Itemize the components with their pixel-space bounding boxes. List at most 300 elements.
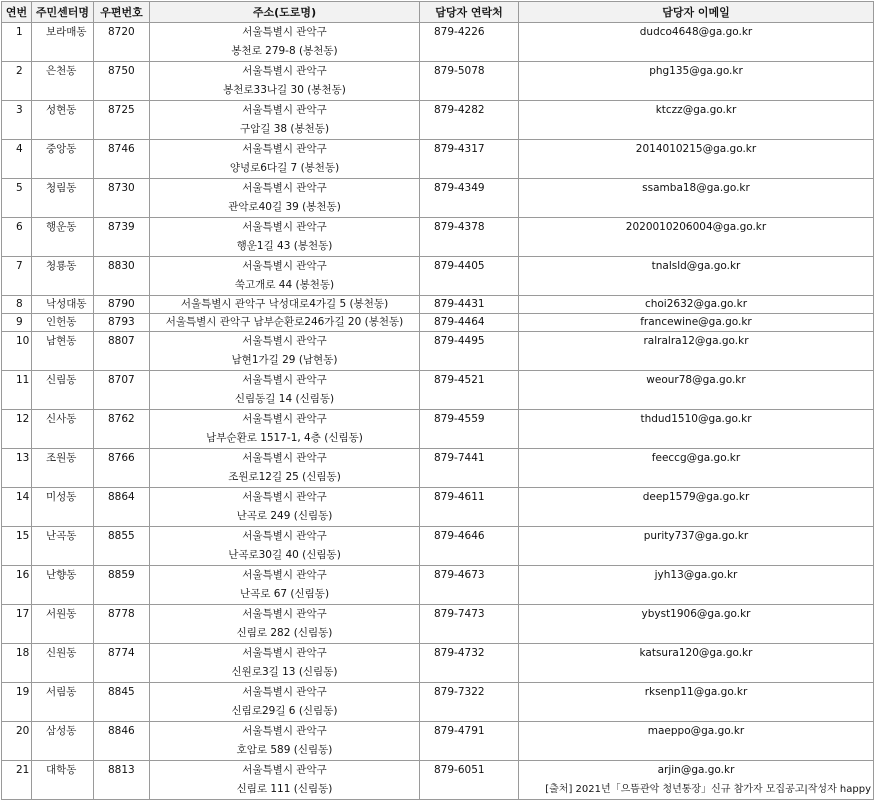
address-line-1: 서울특별시 관악구 xyxy=(242,608,327,620)
contact-phone xyxy=(420,761,519,800)
contact-email-text: phg135@ga.go.kr xyxy=(649,65,743,77)
contact-phone-text: 879-4495 xyxy=(434,335,485,347)
zip-code-text: 8730 xyxy=(108,182,135,194)
zip-code-text: 8807 xyxy=(108,335,135,347)
address-line-1: 서울특별시 관악구 xyxy=(242,65,327,77)
address-line-2: 난곡로30길 40 (신림동) xyxy=(228,549,341,561)
zip-code-text: 8830 xyxy=(108,260,135,272)
contact-email-text: choi2632@ga.go.kr xyxy=(644,298,748,310)
table-row xyxy=(2,332,874,371)
zip-code xyxy=(94,101,150,140)
contact-email xyxy=(519,218,874,257)
contact-phone xyxy=(420,488,519,527)
center-name xyxy=(32,257,94,296)
zip-code xyxy=(94,62,150,101)
contact-email-text: rksenp11@ga.go.kr xyxy=(644,686,748,698)
zip-code-text: 8774 xyxy=(108,647,135,659)
row-number xyxy=(2,761,32,800)
contact-email-text: dudco4648@ga.go.kr xyxy=(639,26,753,38)
table-row xyxy=(2,644,874,683)
zip-code xyxy=(94,761,150,800)
center-name xyxy=(32,722,94,761)
contact-phone xyxy=(420,101,519,140)
address-cell xyxy=(150,296,420,314)
table-row xyxy=(2,488,874,527)
center-name-text: 조원동 xyxy=(46,452,77,464)
header-address: 주소(도로명) xyxy=(150,2,420,23)
row-number-text: 11 xyxy=(16,374,30,386)
header-phone: 담당자 연락처 xyxy=(420,2,519,23)
contact-phone-text: 879-7473 xyxy=(434,608,485,620)
address-cell xyxy=(150,761,420,800)
contact-phone-text: 879-4282 xyxy=(434,104,485,116)
contact-email xyxy=(519,314,874,332)
row-number xyxy=(2,371,32,410)
contact-phone xyxy=(420,605,519,644)
address-cell xyxy=(150,332,420,371)
center-name-text: 행운동 xyxy=(46,221,77,233)
address-cell xyxy=(150,566,420,605)
zip-code xyxy=(94,527,150,566)
contact-phone-text: 879-4611 xyxy=(434,491,485,503)
address-cell xyxy=(150,449,420,488)
row-number-text: 8 xyxy=(16,298,23,310)
address-line-1: 서울특별시 관악구 xyxy=(242,260,327,272)
zip-code xyxy=(94,332,150,371)
address-line-2: 행운1길 43 (봉천동) xyxy=(236,240,333,252)
contact-phone xyxy=(420,566,519,605)
contact-email-text: ybyst1906@ga.go.kr xyxy=(641,608,751,620)
table-row xyxy=(2,371,874,410)
address-line-1: 서울특별시 관악구 남부순환로246가길 20 (봉천동) xyxy=(165,316,404,328)
center-name-text: 난곡동 xyxy=(46,530,77,542)
address-cell xyxy=(150,314,420,332)
center-name xyxy=(32,410,94,449)
contact-email-text: thdud1510@ga.go.kr xyxy=(640,413,752,425)
row-number xyxy=(2,527,32,566)
row-number-text: 10 xyxy=(16,335,30,347)
address-cell xyxy=(150,410,420,449)
contact-email xyxy=(519,527,874,566)
contact-email-text: francewine@ga.go.kr xyxy=(640,316,752,328)
address-line-2: 봉천로33나길 30 (봉천동) xyxy=(223,84,346,96)
row-number-text: 13 xyxy=(16,452,30,464)
contact-phone-text: 879-6051 xyxy=(434,764,485,776)
row-number-text: 3 xyxy=(16,104,23,116)
contact-email xyxy=(519,23,874,62)
zip-code xyxy=(94,257,150,296)
row-number-text: 15 xyxy=(16,530,30,542)
table-row xyxy=(2,410,874,449)
zip-code-text: 8790 xyxy=(108,298,135,310)
center-name xyxy=(32,296,94,314)
address-line-1: 서울특별시 관악구 xyxy=(242,491,327,503)
table-row xyxy=(2,566,874,605)
zip-code xyxy=(94,218,150,257)
row-number-text: 2 xyxy=(16,65,23,77)
center-name-text: 인헌동 xyxy=(46,316,77,328)
contact-email-text: 2014010215@ga.go.kr xyxy=(635,143,757,155)
table-row xyxy=(2,179,874,218)
zip-code xyxy=(94,644,150,683)
center-name-text: 청룡동 xyxy=(46,260,77,272)
contact-phone xyxy=(420,218,519,257)
center-name xyxy=(32,761,94,800)
center-name-text: 청림동 xyxy=(46,182,77,194)
zip-code xyxy=(94,605,150,644)
center-name xyxy=(32,332,94,371)
center-name-text: 은천동 xyxy=(46,65,77,77)
row-number xyxy=(2,410,32,449)
address-cell xyxy=(150,527,420,566)
center-name xyxy=(32,371,94,410)
zip-code-text: 8846 xyxy=(108,725,135,737)
center-name-text: 신림동 xyxy=(46,374,77,386)
address-cell xyxy=(150,23,420,62)
row-number xyxy=(2,140,32,179)
table-row xyxy=(2,761,874,800)
row-number xyxy=(2,62,32,101)
contact-email-text: weour78@ga.go.kr xyxy=(646,374,746,386)
address-line-2: 남부순환로 1517-1, 4층 (신림동) xyxy=(206,432,363,444)
center-name-text: 삼성동 xyxy=(46,725,77,737)
zip-code-text: 8778 xyxy=(108,608,135,620)
center-name xyxy=(32,449,94,488)
contact-phone xyxy=(420,296,519,314)
address-cell xyxy=(150,605,420,644)
center-name xyxy=(32,488,94,527)
address-line-2: 신림동길 14 (신림동) xyxy=(234,393,335,405)
row-number-text: 16 xyxy=(16,569,30,581)
address-line-2: 봉천로 279-8 (봉천동) xyxy=(231,45,338,57)
address-cell xyxy=(150,140,420,179)
zip-code-text: 8739 xyxy=(108,221,135,233)
zip-code xyxy=(94,722,150,761)
address-line-2: 구암길 38 (봉천동) xyxy=(239,123,330,135)
zip-code-text: 8813 xyxy=(108,764,135,776)
contact-phone-text: 879-4559 xyxy=(434,413,485,425)
center-name-text: 서원동 xyxy=(46,608,77,620)
source-footnote: [출처] 2021년「으뜸관악 청년통장」신규 참가자 모집공고|작성자 happy xyxy=(545,784,871,795)
row-number xyxy=(2,488,32,527)
row-number xyxy=(2,605,32,644)
center-name xyxy=(32,62,94,101)
row-number xyxy=(2,722,32,761)
zip-code-text: 8750 xyxy=(108,65,135,77)
table-row xyxy=(2,314,874,332)
address-cell xyxy=(150,257,420,296)
address-line-1: 서울특별시 관악구 xyxy=(242,26,327,38)
row-number xyxy=(2,566,32,605)
row-number-text: 6 xyxy=(16,221,23,233)
address-line-2: 난곡로 67 (신림동) xyxy=(239,588,330,600)
center-name-text: 남현동 xyxy=(46,335,77,347)
address-line-1: 서울특별시 관악구 xyxy=(242,452,327,464)
center-name-text: 보라매동 xyxy=(46,26,87,38)
center-name-text: 낙성대동 xyxy=(46,298,87,310)
zip-code-text: 8766 xyxy=(108,452,135,464)
address-line-1: 서울특별시 관악구 낙성대로4가길 5 (봉천동) xyxy=(180,298,389,310)
row-number xyxy=(2,644,32,683)
center-name xyxy=(32,101,94,140)
address-cell xyxy=(150,644,420,683)
address-line-2: 남현1가길 29 (남현동) xyxy=(231,354,338,366)
row-number-text: 5 xyxy=(16,182,23,194)
center-name-text: 서림동 xyxy=(46,686,77,698)
address-cell xyxy=(150,371,420,410)
contact-phone xyxy=(420,140,519,179)
center-contact-table xyxy=(1,1,874,800)
address-cell xyxy=(150,683,420,722)
contact-email xyxy=(519,722,874,761)
address-line-1: 서울특별시 관악구 xyxy=(242,725,327,737)
row-number xyxy=(2,449,32,488)
table-row xyxy=(2,527,874,566)
contact-email-text: feeccg@ga.go.kr xyxy=(651,452,741,464)
contact-phone-text: 879-7441 xyxy=(434,452,485,464)
contact-email-text: maeppo@ga.go.kr xyxy=(647,725,745,737)
contact-phone-text: 879-4405 xyxy=(434,260,485,272)
contact-phone xyxy=(420,722,519,761)
row-number xyxy=(2,179,32,218)
zip-code xyxy=(94,23,150,62)
center-name-text: 신사동 xyxy=(46,413,77,425)
address-line-2: 신림로 111 (신림동) xyxy=(236,783,333,795)
contact-email xyxy=(519,566,874,605)
contact-email xyxy=(519,179,874,218)
address-line-1: 서울특별시 관악구 xyxy=(242,413,327,425)
row-number xyxy=(2,218,32,257)
row-number-text: 1 xyxy=(16,26,23,38)
contact-email-text: ktczz@ga.go.kr xyxy=(655,104,737,116)
address-line-2: 신림로29길 6 (신림동) xyxy=(231,705,338,717)
row-number xyxy=(2,257,32,296)
table-row xyxy=(2,101,874,140)
center-name xyxy=(32,23,94,62)
contact-email-text: deep1579@ga.go.kr xyxy=(642,491,750,503)
contact-phone xyxy=(420,371,519,410)
center-name xyxy=(32,140,94,179)
contact-phone xyxy=(420,314,519,332)
zip-code xyxy=(94,314,150,332)
contact-email xyxy=(519,683,874,722)
address-line-1: 서울특별시 관악구 xyxy=(242,221,327,233)
contact-phone xyxy=(420,527,519,566)
contact-email xyxy=(519,296,874,314)
center-name-text: 대학동 xyxy=(46,764,77,776)
header-no: 연번 xyxy=(2,2,32,23)
center-name xyxy=(32,314,94,332)
address-cell xyxy=(150,62,420,101)
address-cell xyxy=(150,179,420,218)
zip-code xyxy=(94,296,150,314)
contact-phone-text: 879-4378 xyxy=(434,221,485,233)
contact-phone-text: 879-4349 xyxy=(434,182,485,194)
address-line-2: 호암로 589 (신림동) xyxy=(236,744,333,756)
center-name xyxy=(32,683,94,722)
contact-email xyxy=(519,371,874,410)
contact-email xyxy=(519,761,874,800)
address-line-1: 서울특별시 관악구 xyxy=(242,182,327,194)
address-line-1: 서울특별시 관악구 xyxy=(242,104,327,116)
contact-phone-text: 879-4732 xyxy=(434,647,485,659)
table-row xyxy=(2,140,874,179)
address-cell xyxy=(150,101,420,140)
zip-code-text: 8725 xyxy=(108,104,135,116)
contact-phone-text: 879-7322 xyxy=(434,686,485,698)
center-name xyxy=(32,179,94,218)
zip-code-text: 8793 xyxy=(108,316,135,328)
table-row xyxy=(2,62,874,101)
row-number xyxy=(2,314,32,332)
contact-email xyxy=(519,140,874,179)
row-number-text: 7 xyxy=(16,260,23,272)
address-line-1: 서울특별시 관악구 xyxy=(242,647,327,659)
contact-phone xyxy=(420,410,519,449)
row-number-text: 21 xyxy=(16,764,30,776)
contact-phone-text: 879-4791 xyxy=(434,725,485,737)
zip-code-text: 8762 xyxy=(108,413,135,425)
address-line-2: 양녕로6다길 7 (봉천동) xyxy=(229,162,340,174)
row-number-text: 14 xyxy=(16,491,30,503)
contact-phone-text: 879-4431 xyxy=(434,298,485,310)
row-number-text: 4 xyxy=(16,143,23,155)
zip-code-text: 8864 xyxy=(108,491,135,503)
contact-phone xyxy=(420,449,519,488)
zip-code xyxy=(94,140,150,179)
contact-phone xyxy=(420,257,519,296)
zip-code-text: 8855 xyxy=(108,530,135,542)
center-name-text: 난향동 xyxy=(46,569,77,581)
center-name-text: 미성동 xyxy=(46,491,77,503)
row-number-text: 17 xyxy=(16,608,30,620)
row-number xyxy=(2,296,32,314)
center-name xyxy=(32,566,94,605)
zip-code xyxy=(94,371,150,410)
contact-email xyxy=(519,101,874,140)
address-line-1: 서울특별시 관악구 xyxy=(242,530,327,542)
contact-email xyxy=(519,605,874,644)
contact-phone xyxy=(420,23,519,62)
contact-phone xyxy=(420,179,519,218)
address-line-1: 서울특별시 관악구 xyxy=(242,335,327,347)
address-cell xyxy=(150,218,420,257)
contact-email xyxy=(519,449,874,488)
row-number-text: 18 xyxy=(16,647,30,659)
zip-code xyxy=(94,449,150,488)
contact-phone xyxy=(420,332,519,371)
table-row xyxy=(2,605,874,644)
table-row xyxy=(2,683,874,722)
row-number-text: 12 xyxy=(16,413,30,425)
contact-email-text: jyh13@ga.go.kr xyxy=(654,569,738,581)
zip-code-text: 8845 xyxy=(108,686,135,698)
header-center-name: 주민센터명 xyxy=(32,2,94,23)
row-number xyxy=(2,332,32,371)
address-cell xyxy=(150,488,420,527)
table-row xyxy=(2,722,874,761)
contact-phone-text: 879-5078 xyxy=(434,65,485,77)
header-email: 담당자 이메일 xyxy=(519,2,874,23)
zip-code xyxy=(94,410,150,449)
contact-email xyxy=(519,62,874,101)
contact-email-text: tnalsld@ga.go.kr xyxy=(651,260,741,272)
contact-email xyxy=(519,332,874,371)
contact-phone-text: 879-4521 xyxy=(434,374,485,386)
zip-code xyxy=(94,488,150,527)
zip-code-text: 8707 xyxy=(108,374,135,386)
contact-phone-text: 879-4317 xyxy=(434,143,485,155)
address-line-1: 서울특별시 관악구 xyxy=(242,143,327,155)
center-name xyxy=(32,527,94,566)
center-name xyxy=(32,218,94,257)
address-line-2: 조원로12길 25 (신림동) xyxy=(228,471,341,483)
contact-phone-text: 879-4226 xyxy=(434,26,485,38)
center-name xyxy=(32,644,94,683)
center-name xyxy=(32,605,94,644)
header-row xyxy=(2,2,874,23)
zip-code xyxy=(94,179,150,218)
zip-code-text: 8746 xyxy=(108,143,135,155)
row-number xyxy=(2,683,32,722)
center-name-text: 신원동 xyxy=(46,647,77,659)
contact-email xyxy=(519,257,874,296)
address-line-2: 쑥고개로 44 (봉천동) xyxy=(234,279,335,291)
zip-code xyxy=(94,566,150,605)
center-name-text: 성현동 xyxy=(46,104,77,116)
row-number-text: 19 xyxy=(16,686,30,698)
contact-email-text: ralralra12@ga.go.kr xyxy=(643,335,749,347)
contact-email-text: 2020010206004@ga.go.kr xyxy=(625,221,767,233)
contact-email xyxy=(519,410,874,449)
address-line-2: 신림로 282 (신림동) xyxy=(236,627,333,639)
address-cell xyxy=(150,722,420,761)
address-line-2: 관악로40길 39 (봉천동) xyxy=(228,201,341,213)
table-row xyxy=(2,23,874,62)
address-line-1: 서울특별시 관악구 xyxy=(242,374,327,386)
zip-code-text: 8720 xyxy=(108,26,135,38)
contact-phone xyxy=(420,683,519,722)
table-row xyxy=(2,218,874,257)
contact-phone-text: 879-4464 xyxy=(434,316,485,328)
contact-phone-text: 879-4646 xyxy=(434,530,485,542)
address-line-2: 신원로3길 13 (신림동) xyxy=(231,666,338,678)
contact-phone-text: 879-4673 xyxy=(434,569,485,581)
center-name-text: 중앙동 xyxy=(46,143,77,155)
contact-email-text: ssamba18@ga.go.kr xyxy=(642,182,750,194)
table-row xyxy=(2,296,874,314)
address-line-1: 서울특별시 관악구 xyxy=(242,764,327,776)
address-line-1: 서울특별시 관악구 xyxy=(242,686,327,698)
zip-code xyxy=(94,683,150,722)
contact-phone xyxy=(420,644,519,683)
address-line-2: 난곡로 249 (신림동) xyxy=(236,510,333,522)
table-row xyxy=(2,449,874,488)
contact-email-text: arjin@ga.go.kr xyxy=(657,764,735,776)
contact-email-text: purity737@ga.go.kr xyxy=(643,530,749,542)
header-zip: 우편번호 xyxy=(94,2,150,23)
row-number-text: 9 xyxy=(16,316,23,328)
contact-email xyxy=(519,488,874,527)
address-line-1: 서울특별시 관악구 xyxy=(242,569,327,581)
contact-email xyxy=(519,644,874,683)
row-number-text: 20 xyxy=(16,725,30,737)
contact-phone xyxy=(420,62,519,101)
table-row xyxy=(2,257,874,296)
zip-code-text: 8859 xyxy=(108,569,135,581)
row-number xyxy=(2,101,32,140)
row-number xyxy=(2,23,32,62)
